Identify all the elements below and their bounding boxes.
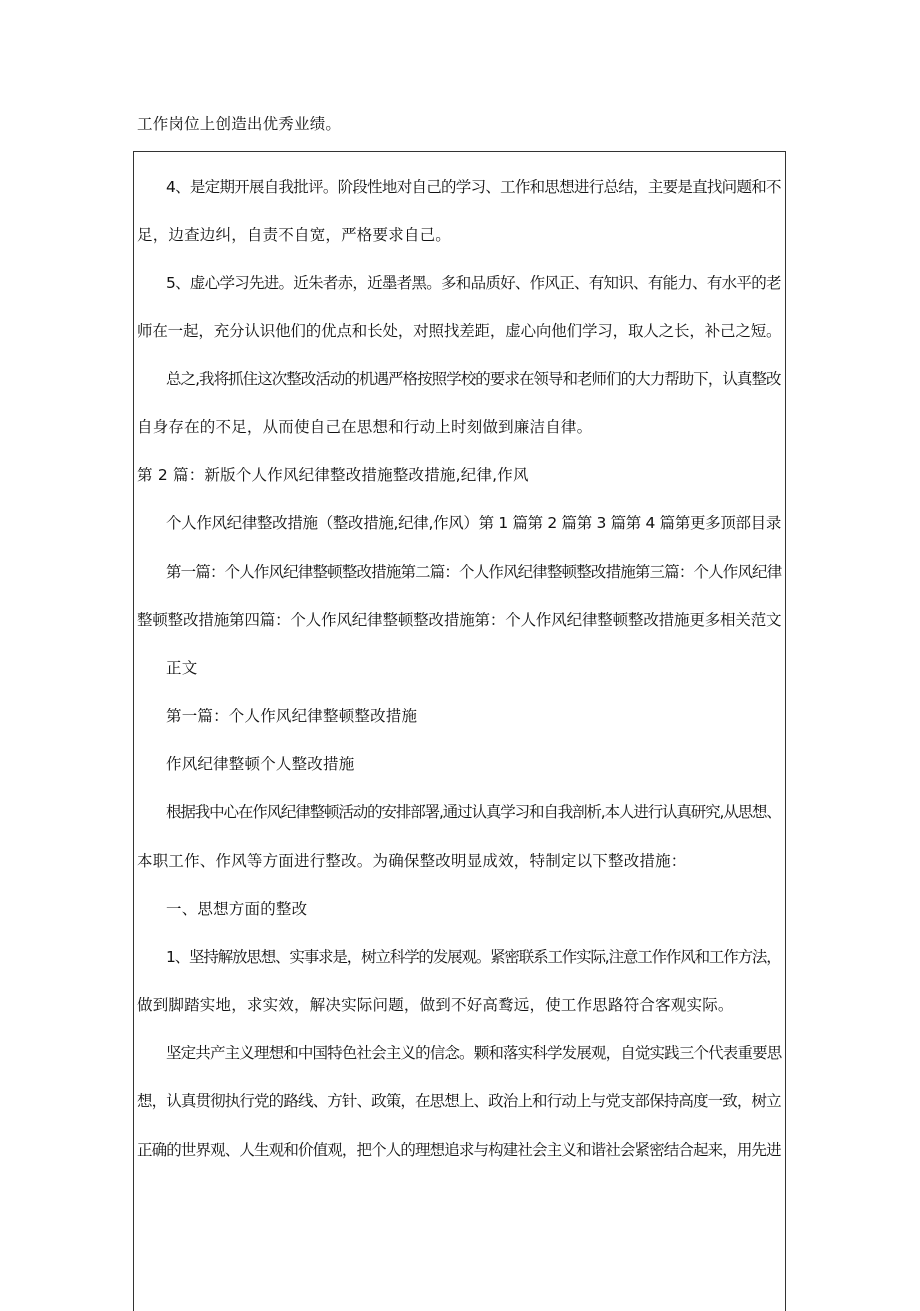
box-line-16: 一、思想方面的整改 xyxy=(166,900,308,918)
box-line-10: 整顿整改措施第四篇：个人作风纪律整顿整改措施第：个人作风纪律整顿整改措施更多相关范文 xyxy=(137,611,782,629)
box-line-20: 想，认真贯彻执行党的路线、方针、政策，在思想上、政治上和行动上与党支部保持高度一致，树立 xyxy=(137,1092,781,1110)
box-line-18: 做到脚踏实地，求实效，解决实际问题，做到不好高鹜远，使工作思路符合客观实际。 xyxy=(137,996,734,1014)
box-line-15: 本职工作、作风等方面进行整改。为确保整改明显成效，特制定以下整改措施： xyxy=(137,852,687,870)
box-line-19: 坚定共产主义理想和中国特色社会主义的信念。颗和落实科学发展观，自觉实践三个代表重要思 xyxy=(166,1044,782,1062)
box-line-12: 第一篇：个人作风纪律整顿整改措施 xyxy=(166,707,418,725)
box-line-13: 作风纪律整顿个人整改措施 xyxy=(166,755,355,773)
section-heading: 第 2 篇：新版个人作风纪律整改措施整改措施,纪律,作风 xyxy=(137,466,529,484)
box-line-11: 正文 xyxy=(166,659,198,677)
box-line-14: 根据我中心在作风纪律整顿活动的安排部署,通过认真学习和自我剖析,本人进行认真研究,从思想、 xyxy=(166,803,781,821)
box-line-6: 自身存在的不足，从而使自己在思想和行动上时刻做到廉洁自律。 xyxy=(137,418,593,436)
box-line-21: 正确的世界观、人生观和价值观，把个人的理想追求与构建社会主义和谐社会紧密结合起来，用先进 xyxy=(137,1141,781,1159)
toc-line: 个人作风纪律整改措施（整改措施,纪律,作风）第 1 篇第 2 篇第 3 篇第 4 篇第更多顶部目录 xyxy=(166,514,782,532)
box-line-4: 师在一起，充分认识他们的优点和长处，对照找差距，虚心向他们学习，取人之长，补己之短。 xyxy=(137,322,782,340)
box-line-9: 第一篇：个人作风纪律整顿整改措施第二篇：个人作风纪律整顿整改措施第三篇：个人作风纪律 xyxy=(166,563,782,581)
box-line-1: 4、是定期开展自我批评。阶段性地对自己的学习、工作和思想进行总结，主要是直找问题和不 xyxy=(166,178,781,196)
box-line-17: 1、坚持解放思想、实事求是，树立科学的发展观。紧密联系工作实际,注意工作作风和工作方法， xyxy=(166,948,781,966)
box-line-3: 5、虚心学习先进。近朱者赤，近墨者黑。多和品质好、作风正、有知识、有能力、有水平的老 xyxy=(166,274,781,292)
box-line-5: 总之,我将抓住这次整改活动的机遇严格按照学校的要求在领导和老师们的大力帮助下，认真整改 xyxy=(166,370,781,388)
intro-line: 工作岗位上创造出优秀业绩。 xyxy=(137,115,342,133)
box-line-2: 足，边查边纠，自责不自宽，严格要求自己。 xyxy=(137,226,452,244)
